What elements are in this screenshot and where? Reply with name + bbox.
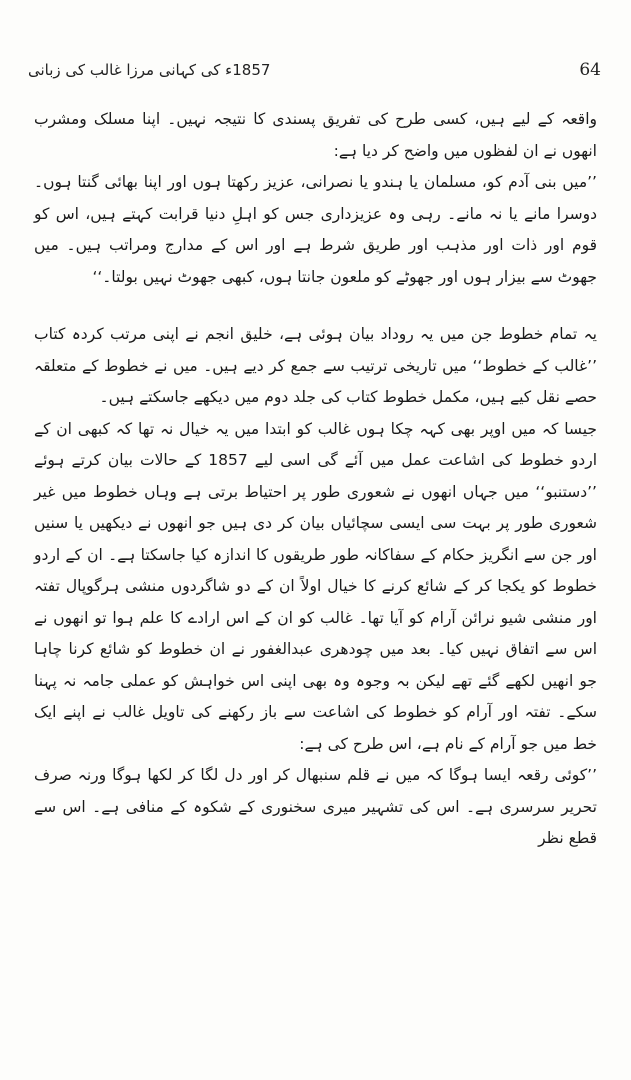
paragraph-letters-publication: جیسا کہ میں اوپر بھی کہہ چکا ہوں غالب کو ابتدا میں یہ خیال نہ تھا کہ کبھی ان کے اردو خطوط کی اشاعت عمل میں آئے گی اسی لیے 1857 کے حالات بیان کرتے ہوئے ’’دستنبو‘‘ میں جہاں انھوں نے شعوری طور پر احتیاط برتی ہے وہاں خطوط میں غیر شعوری طور پر بہت سی ایسی سچائیاں بیان کر دی ہیں جو انھوں نے دیکھیں یا سنیں اور جن سے انگریز حکام کے سفاکانہ طور طریقوں کا اندازہ کیا جاسکتا ہے۔ ان کے اردو خطوط کو یکجا کر کے شائع کرنے کا خیال اولاً ان کے دو شاگردوں منشی ہرگوپال تفتہ اور منشی شیو نرائن آرام کو آیا تھا۔ غالب کو ان کے اس ارادے کا علم ہوا تو انھوں نے اس سے اتفاق نہیں کیا۔ بعد میں چودھری عبدالغفور نے ان خطوط کو شائع کرنا چاہا جو انھیں لکھے گئے تھے لیکن بہ وجوہ وہ بھی اپنی اس خواہش کو عملی جامہ نہ پہنا سکے۔ تفتہ اور آرام کو خطوط کی اشاعت سے باز رکھنے کی تاویل غالب نے اپنے ایک خط میں جو آرام کے نام ہے، اس طرح کی ہے:	[34, 419, 597, 753]
quote-ghalib-letter: ’’کوئی رقعہ ایسا ہوگا کہ میں نے قلم سنبھال کر اور دل لگا کر لکھا ہوگا ورنہ صرف تحریر سرسری ہے۔ اس کی تشہیر میری سخنوری کے شکوہ کے منافی ہے۔ اس سے قطع نظر	[34, 766, 597, 847]
quote-ghalib-humanity: ’’میں بنی آدم کو، مسلمان یا ہندو یا نصرانی، عزیز رکھتا ہوں اور اپنا بھائی گنتا ہوں۔ دوسرا مانے یا نہ مانے۔ رہی وہ عزیزداری جس کو اہلِ دنیا قرابت کہتے ہیں، اس کو قوم اور ذات اور مذہب اور طریق شرط ہے اور اس کے مدارج ومراتب ہیں۔ میں جھوٹ سے بیزار ہوں اور جھوٹے کو ملعون جانتا ہوں، کبھی جھوٹ نہیں بولتا۔‘‘	[34, 173, 597, 286]
paragraph-khaliq-anjum: یہ تمام خطوط جن میں یہ روداد بیان ہوئی ہے، خلیق انجم نے اپنی مرتب کردہ کتاب ’’غالب کے خطوط‘‘ میں تاریخی ترتیب سے جمع کر دیے ہیں۔ میں نے خطوط کے متعلقہ حصے نقل کیے ہیں، مکمل خطوط کتاب کی جلد دوم میں دیکھے جاسکتے ہیں۔	[34, 325, 597, 406]
paragraph-intro: واقعہ کے لیے ہیں، کسی طرح کی تفریق پسندی کا نتیجہ نہیں۔ اپنا مسلک ومشرب انھوں نے ان لفظوں میں واضح کر دیا ہے:	[34, 110, 597, 160]
body-text	[34, 104, 597, 855]
page-header	[28, 52, 601, 88]
page-number: 64	[579, 60, 601, 80]
paragraph-gap	[34, 293, 597, 319]
running-title: 1857ء کی کہانی مرزا غالب کی زبانی	[28, 61, 271, 79]
